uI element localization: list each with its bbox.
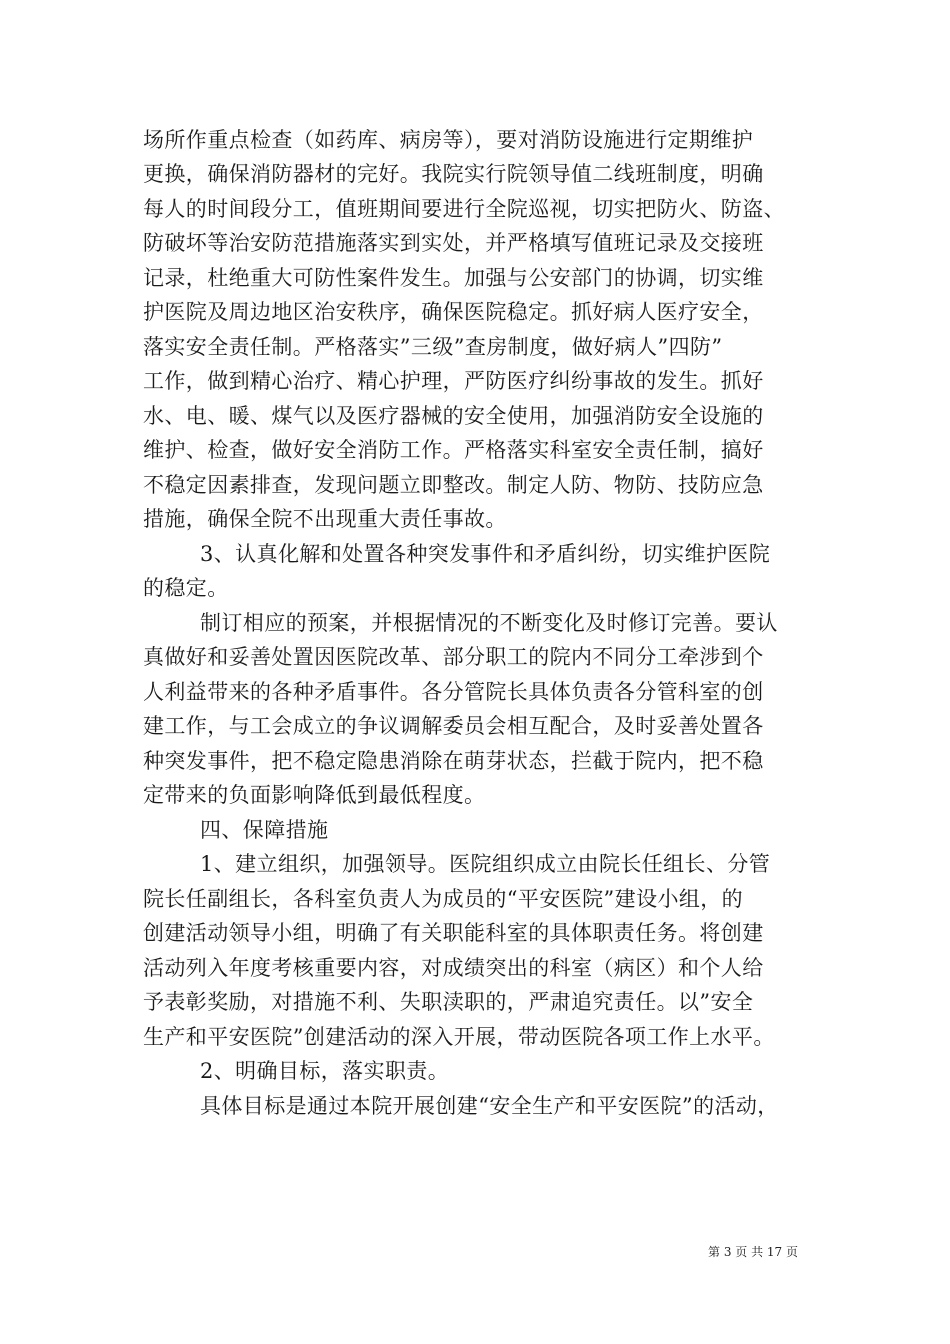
page-number-footer: 第 3 页 共 17 页 [708, 1245, 798, 1259]
numbered-item-heading: 1、建立组织，加强领导。医院组织成立由院长任组长、分管 [200, 852, 771, 876]
body-text-line: 予表彰奖励，对措施不利、失职渎职的，严肃追究责任。以”安全 [143, 990, 754, 1014]
section-heading: 四、保障措施 [200, 818, 329, 842]
body-text-line: 维护、检查，做好安全消防工作。严格落实科室安全责任制，搞好 [143, 438, 764, 462]
body-text-line: 更换，确保消防器材的完好。我院实行院领导值二线班制度，明确 [143, 162, 764, 186]
numbered-item-heading: 3、认真化解和处置各种突发事件和矛盾纠纷，切实维护医院 [200, 542, 771, 566]
body-text-line: 落实安全责任制。严格落实”三级”查房制度，做好病人”四防” [143, 335, 723, 359]
numbered-item-heading: 2、明确目标，落实职责。 [200, 1059, 450, 1083]
body-text-line: 定带来的负面影响降低到最低程度。 [143, 783, 486, 807]
paragraph-first-line: 制订相应的预案，并根据情况的不断变化及时修订完善。要认 [200, 611, 778, 635]
body-text-line: 不稳定因素排查，发现问题立即整改。制定人防、物防、技防应急 [143, 473, 764, 497]
body-text-line: 工作，做到精心治疗、精心护理，严防医疗纠纷事故的发生。抓好 [143, 369, 764, 393]
body-text-line: 生产和平安医院”创建活动的深入开展，带动医院各项工作上水平。 [143, 1025, 775, 1049]
body-text-line: 的稳定。 [143, 576, 229, 600]
body-text-line: 建工作，与工会成立的争议调解委员会相互配合，及时妥善处置各 [143, 714, 764, 738]
body-text-line: 种突发事件，把不稳定隐患消除在萌芽状态，拦截于院内，把不稳 [143, 749, 764, 773]
body-text-line: 记录，杜绝重大可防性案件发生。加强与公安部门的协调，切实维 [143, 266, 764, 290]
body-text-line: 院长任副组长，各科室负责人为成员的“平安医院”建设小组，的 [143, 887, 744, 911]
body-text-line: 水、电、暖、煤气以及医疗器械的安全使用，加强消防安全设施的 [143, 404, 764, 428]
body-text-line: 真做好和妥善处置因医院改革、部分职工的院内不同分工牵涉到个 [143, 645, 764, 669]
body-text-line: 场所作重点检查（如药库、病房等），要对消防设施进行定期维护 [143, 128, 754, 152]
body-text-line: 活动列入年度考核重要内容，对成绩突出的科室（病区）和个人给 [143, 956, 764, 980]
body-text-line: 防破坏等治安防范措施落实到实处，并严格填写值班记录及交接班 [143, 231, 764, 255]
body-text-line: 每人的时间段分工，值班期间要进行全院巡视，切实把防火、防盗、 [143, 197, 785, 221]
body-text-line: 人利益带来的各种矛盾事件。各分管院长具体负责各分管科室的创 [143, 680, 764, 704]
body-text-line: 创建活动领导小组，明确了有关职能科室的具体职责任务。将创建 [143, 921, 764, 945]
body-text-line: 护医院及周边地区治安秩序，确保医院稳定。抓好病人医疗安全， [143, 300, 764, 324]
body-text-line: 措施，确保全院不出现重大责任事故。 [143, 507, 507, 531]
paragraph-first-line: 具体目标是通过本院开展创建“安全生产和平安医院”的活动， [200, 1094, 779, 1118]
